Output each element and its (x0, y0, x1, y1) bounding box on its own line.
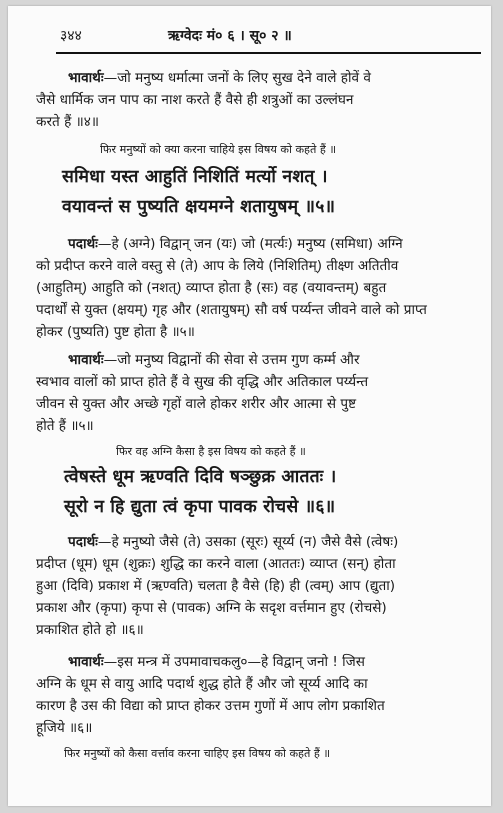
book-page (8, 6, 491, 806)
intro-7: फिर मनुष्यों को कैसा वर्त्ताव करना चाहिए इस विषय को कहते हैं ॥ (64, 747, 331, 760)
bhavartha-5-line-1: भावार्थः—जो मनुष्य विद्वानों की सेवा से उत्तम गुण कर्म्म और (68, 352, 360, 368)
mantra-5-line-2: वयावन्तं स पुष्यति क्षयमग्ने शतायुषम् ॥५॥ (62, 197, 336, 217)
bhavartha-6-line-4: हूजिये ॥६॥ (36, 720, 93, 736)
bhavartha-label: भावार्थः (68, 352, 104, 368)
mantra-5-line-1: समिधा यस्त आहुतिं निशितिं मर्त्यो नशत् । (62, 167, 328, 187)
intro-6: फिर वह अग्नि कैसा है इस विषय को कहते हैं ॥ (116, 445, 306, 458)
bhavartha-label: भावार्थः (68, 70, 104, 86)
header-rule (56, 52, 481, 54)
mantra-6-line-1: त्वेषस्ते धूम ऋण्वति दिवि षञ्छुक्र आततः । (64, 467, 337, 487)
bhavartha-4-line-1: भावार्थः—जो मनुष्य धर्मात्मा जनों के लिए सुख देने वाले होवें वे (68, 70, 371, 86)
running-title: ऋग्वेदः मं० ६ । सू० २ ॥ (168, 28, 292, 44)
bhavartha-5-line-4: होते हैं ॥५॥ (36, 418, 94, 434)
padartha-6-line-5: प्रकाशित होते हो ॥६॥ (36, 622, 144, 638)
page-number: ३४४ (60, 28, 82, 44)
padartha-5-line-1: पदार्थः—हे (अग्ने) विद्वान् जन (यः) जो (मर्त्यः) मनुष्य (समिधा) अग्नि (68, 236, 403, 252)
bhavartha-4-line-3: करते हैं ॥४॥ (36, 114, 99, 130)
mantra-6-line-2: सूरो न हि द्युता त्वं कृपा पावक रोचसे ॥६॥ (64, 497, 336, 517)
bhavartha-label: भावार्थः (68, 654, 104, 670)
padartha-5-line-3: (आहुतिम्) आहुति को (नशत्) व्याप्त होता है (सः) वह (वयावन्तम्) बहुत (36, 280, 387, 296)
padartha-6-line-4: प्रकाश और (कृपा) कृपा से (पावक) अग्नि के सदृश वर्त्तमान हुए (रोचसे) (36, 600, 387, 616)
padartha-label: पदार्थः (68, 236, 98, 252)
padartha-label: पदार्थः (68, 534, 98, 550)
padartha-5-line-2: को प्रदीप्त करने वाले वस्तु से (ते) आप के लिये (निशितिम्) तीक्ष्ण अतितीव (36, 258, 399, 274)
bhavartha-6-line-2: अग्नि के धूम से वायु आदि पदार्थ शुद्ध होते हैं और जो सूर्य्य आदि का (36, 676, 368, 692)
bhavartha-5-line-2: स्वभाव वालों को प्राप्त होते हैं वे सुख की वृद्धि और अतिकाल पर्य्यन्त (36, 374, 369, 390)
bhavartha-4-line-2: जैसे धार्मिक जन पाप का नाश करते हैं वैसे ही शत्रुओं का उल्लंघन (36, 92, 354, 108)
intro-5: फिर मनुष्यों को क्या करना चाहिये इस विषय को कहते हैं ॥ (100, 143, 337, 156)
bhavartha-6-line-3: कारण है उस की विद्या को प्राप्त होकर उत्तम गुणों में आप लोग प्रकाशित (36, 698, 385, 714)
padartha-5-line-4: पदार्थों से युक्त (क्षयम्) गृह और (शतायुषम्) सौ वर्ष पर्य्यन्त जीवने वाले को प्राप्त (36, 302, 427, 318)
padartha-6-line-2: प्रदीप्त (धूम) धूम (शुक्रः) शुद्धि का करने वाला (आततः) व्याप्त (सन्) होता (36, 556, 396, 572)
bhavartha-5-line-3: जीवन से युक्त और अच्छे गृहों वाले होकर शरीर और आत्मा से पुष्ट (36, 396, 357, 412)
padartha-6-line-1: पदार्थः—हे मनुष्यो जैसे (ते) उसका (सूरः) सूर्य्य (न) जैसे वैसे (त्वेषः) (68, 534, 399, 550)
padartha-5-line-5: होकर (पुष्यति) पुष्ट होता है ॥५॥ (36, 324, 195, 340)
bhavartha-6-line-1: भावार्थः—इस मन्त्र में उपमावाचकलु०—हे विद्वान् जनो ! जिस (68, 654, 365, 670)
padartha-6-line-3: हुआ (दिवि) प्रकाश में (ऋण्वति) चलता है वैसे (हि) ही (त्वम्) आप (द्युता) (36, 578, 396, 594)
